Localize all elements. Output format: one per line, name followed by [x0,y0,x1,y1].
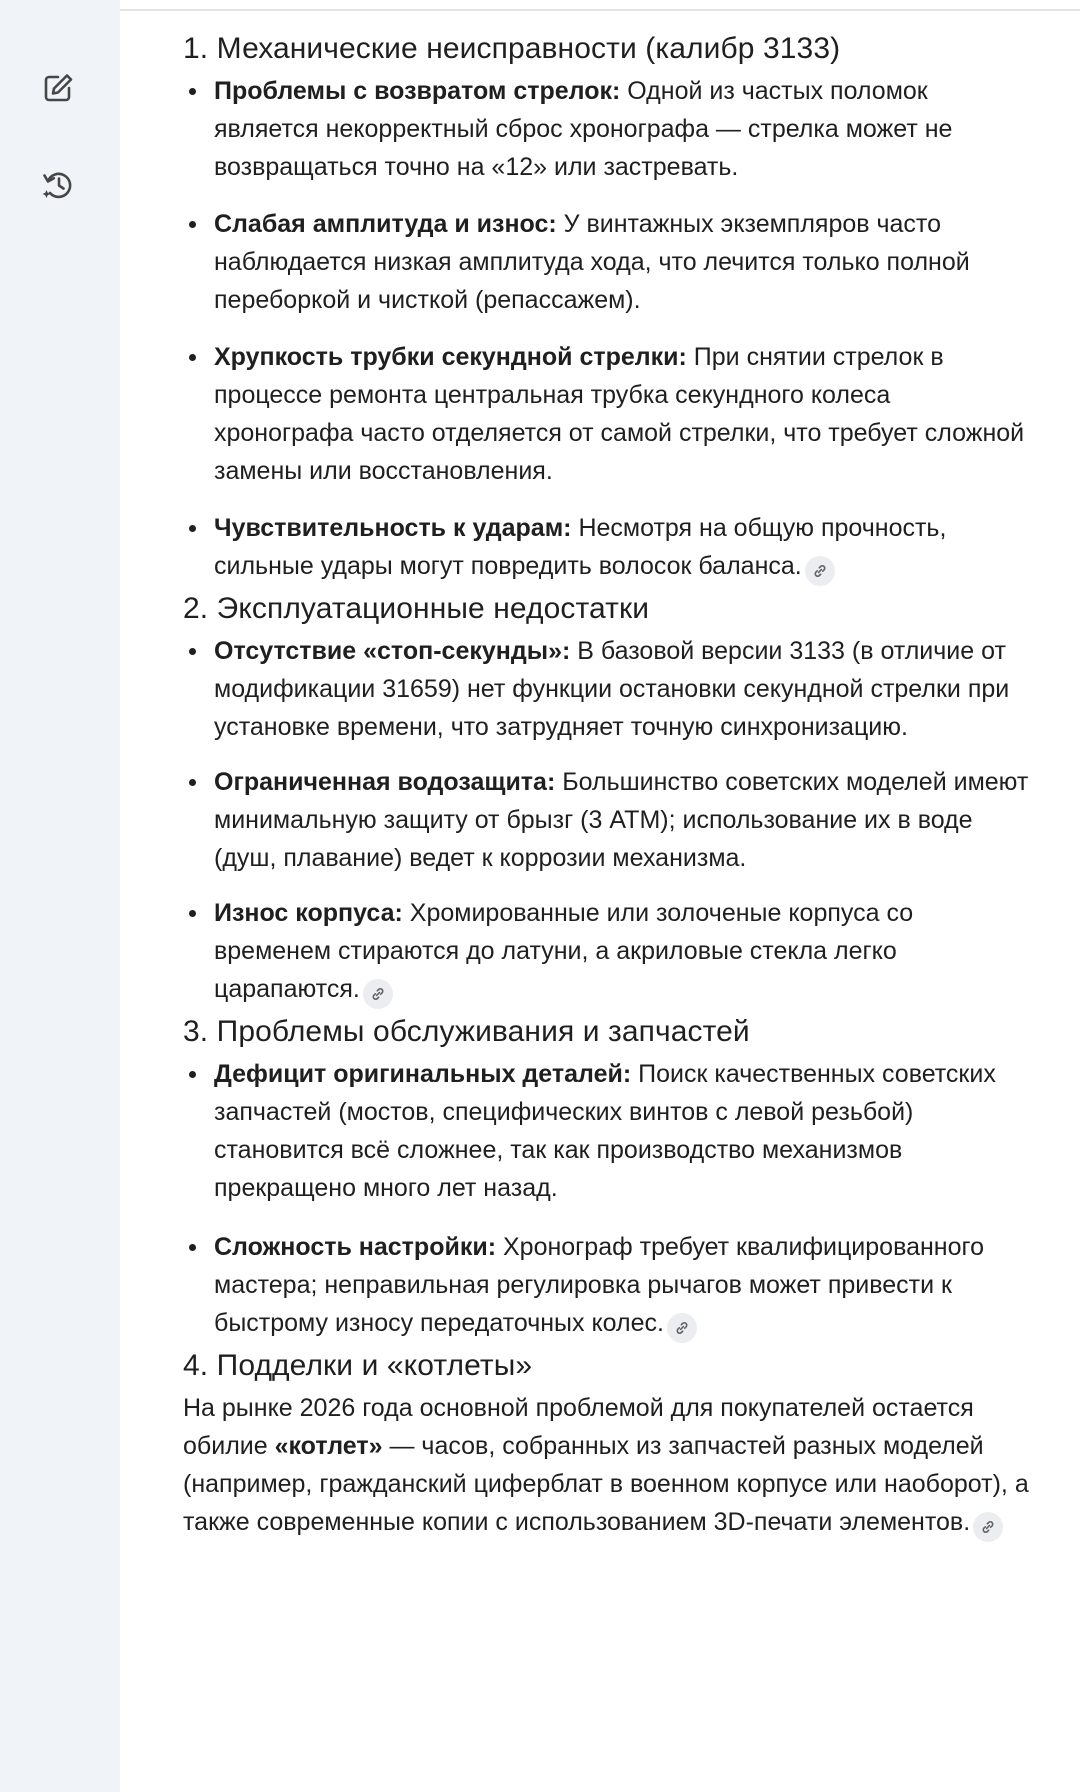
edit-square-icon [38,68,78,108]
list-item [214,894,1033,1009]
list-item [214,338,1033,490]
service-issues-list [183,1055,1033,1343]
paragraph-text: — часов, собранных из запчастей разных моделей (например, гражданский циферблат в военном корпусе или наоборот), а также современные копии с использованием 3D-печати элементов. [183,1432,1029,1536]
link-icon [370,986,386,1002]
list-item-text: Хромированные или золоченые корпуса со временем стираются до латуни, а акриловые стекла легко царапаются. [214,899,914,1003]
paragraph-emphasis: «котлет» [274,1432,383,1460]
fakes-paragraph [183,1389,1033,1542]
mechanical-issues-list [183,72,1033,586]
history-sparkle-icon [38,165,78,205]
operational-issues-list [183,632,1033,1009]
list-item-term: Износ корпуса: [214,899,403,927]
link-icon [980,1519,996,1535]
link-icon [812,563,828,579]
list-item [214,1055,1033,1207]
list-item-term: Отсутствие «стоп-секунды»: [214,637,571,665]
list-item-text: При снятии стрелок в процессе ремонта центральная трубка секундного колеса хронографа часто отделяется от самой стрелки, что требует сложной замены или восстановления. [214,343,1025,485]
list-item-term: Ограниченная водозащита: [214,768,556,796]
list-item-term: Хрупкость трубки секундной стрелки: [214,343,687,371]
list-item [214,72,1033,186]
new-chat-button[interactable] [26,56,90,120]
list-item-text: Одной из частых поломок является некорректный сброс хронографа — стрелка может не возвращаться точно на «12» или застревать. [214,77,953,181]
list-item-term: Чувствительность к ударам: [214,514,572,542]
list-item-term: Дефицит оригинальных деталей: [214,1060,632,1088]
paragraph-text: На рынке 2026 года основной проблемой для покупателей остается обилие [183,1394,974,1460]
list-item [214,1228,1033,1343]
link-icon [674,1320,690,1336]
source-link-chip[interactable] [805,556,835,586]
list-item-text: Несмотря на общую прочность, сильные удары могут повредить волосок баланса. [214,514,947,580]
list-item-text: Хронограф требует квалифицированного мастера; неправильная регулировка рычагов может привести к быстрому износу передаточных колес. [214,1233,984,1337]
list-item-term: Сложность настройки: [214,1233,497,1261]
list-item-term: Слабая амплитуда и износ: [214,210,557,238]
section-heading-fakes: 4. Подделки и «котлеты» [183,1349,533,1382]
list-item-text: В базовой версии 3133 (в отличие от модификации 31659) нет функции остановки секундной стрелки при установке времени, что затрудняет точную синхронизацию. [214,637,1010,741]
list-item [214,763,1033,877]
list-item [214,632,1033,746]
list-item [214,205,1033,319]
source-link-chip[interactable] [973,1512,1003,1542]
list-item-text: Поиск качественных советских запчастей (мостов, специфических винтов с левой резьбой) становится всё сложнее, так как производство механизмов прекращено много лет назад. [214,1060,996,1202]
source-link-chip[interactable] [363,979,393,1009]
list-item-text: Большинство советских моделей имеют минимальную защиту от брызг (3 ATM); использование их в воде (душ, плавание) ведет к коррозии механизма. [214,768,1029,872]
list-item-term: Проблемы с возвратом стрелок: [214,77,621,105]
top-divider [120,9,1080,11]
response-content [183,26,1033,1542]
list-item [214,509,1033,586]
list-item-text: У винтажных экземпляров часто наблюдается низкая амплитуда хода, что лечится только полной переборкой и чисткой (репассажем). [214,210,970,314]
section-heading-operational: 2. Эксплуатационные недостатки [183,592,650,625]
section-heading-mechanical: 1. Механические неисправности (калибр 3133) [183,32,841,65]
section-heading-service: 3. Проблемы обслуживания и запчастей [183,1015,750,1048]
sidebar-rail [0,0,120,1792]
source-link-chip[interactable] [667,1313,697,1343]
history-button[interactable] [26,153,90,217]
